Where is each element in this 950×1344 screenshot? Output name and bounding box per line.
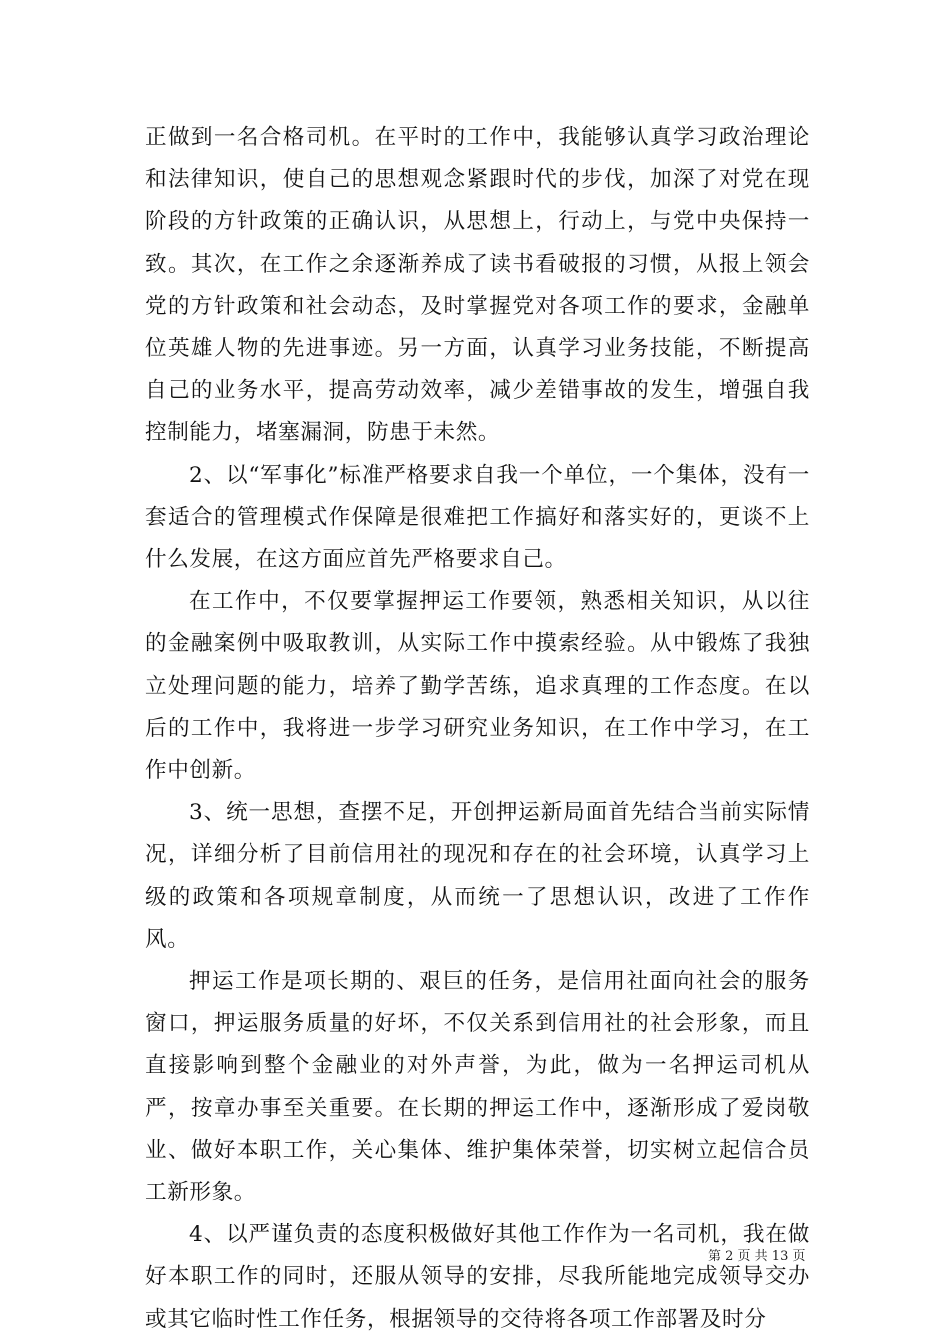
- paragraph-3: 在工作中，不仅要掌握押运工作要领，熟悉相关知识，从以往的金融案例中吸取教训，从实际工作中摸索经验。从中锻炼了我独立处理问题的能力，培养了勤学苦练，追求真理的工作态度。在以后的工作中，我将进一步学习研究业务知识，在工作中学习，在工作中创新。: [145, 589, 810, 784]
- paragraph-1: 正做到一名合格司机。在平时的工作中，我能够认真学习政治理论和法律知识，使自己的思想观念紧跟时代的步伐，加深了对党在现阶段的方针政策的正确认识，从思想上，行动上，与党中央保持一致。其次，在工作之余逐渐养成了读书看破报的习惯，从报上领会党的方针政策和社会动态，及时掌握党对各项工作的要求，金融单位英雄人物的先进事迹。另一方面，认真学习业务技能，不断提高自己的业务水平，提高劳动效率，减少差错事故的发生，增强自我控制能力，堵塞漏洞，防患于未然。: [145, 125, 810, 446]
- page-number-footer: 第 2 页 共 13 页: [708, 1249, 806, 1264]
- paragraph-5: 押运工作是项长期的、艰巨的任务，是信用社面向社会的服务窗口，押运服务质量的好坏，不仅关系到信用社的社会形象，而且直接影响到整个金融业的对外声誉，为此，做为一名押运司机从严，按章办事至关重要。在长期的押运工作中，逐渐形成了爱岗敬业、做好本职工作，关心集体、维护集体荣誉，切实树立起信合员工新形象。: [145, 969, 810, 1206]
- paragraph-6: 4、以严谨负责的态度积极做好其他工作作为一名司机，我在做好本职工作的同时，还服从领导的安排，尽我所能地完成领导交办或其它临时性工作任务，根据领导的交待将各项工作部署及时分: [145, 1222, 810, 1332]
- paragraph-2: 2、以“军事化”标准严格要求自我一个单位，一个集体，没有一套适合的管理模式作保障是很难把工作搞好和落实好的，更谈不上什么发展，在这方面应首先严格要求自己。: [145, 462, 810, 573]
- document-body: [145, 117, 810, 1341]
- paragraph-4: 3、统一思想，查摆不足，开创押运新局面首先结合当前实际情况，详细分析了目前信用社的现况和存在的社会环境，认真学习上级的政策和各项规章制度，从而统一了思想认识，改进了工作作风。: [145, 800, 810, 952]
